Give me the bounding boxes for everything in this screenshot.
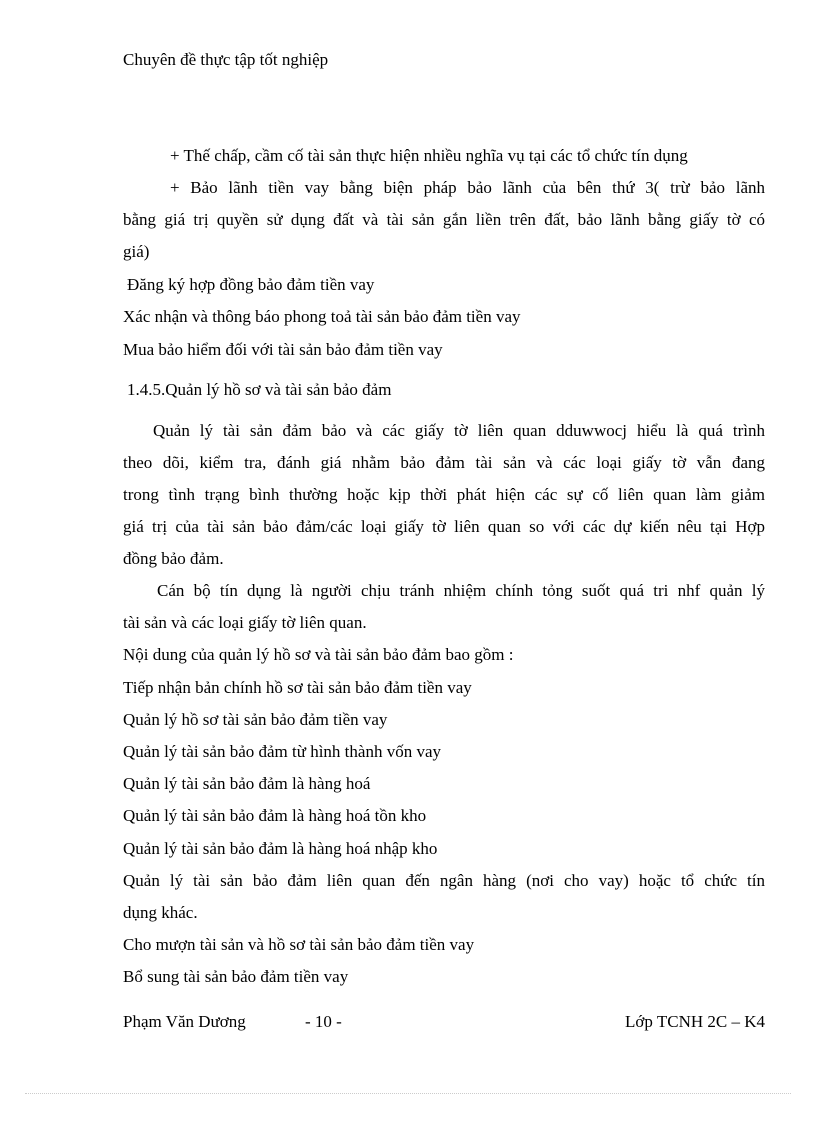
list-item: Quản lý tài sản bảo đảm là hàng hoá tồn kho [123, 806, 427, 825]
paragraph-line: theo dõi, kiểm tra, đánh giá nhằm bảo đảm tài sản và các loại giấy tờ vẫn đang [123, 453, 765, 472]
paragraph-line: trong tình trạng bình thường hoặc kịp thời phát hiện các sự cố liên quan làm giảm [123, 485, 765, 504]
paragraph-line: Quản lý tài sản đảm bảo và các giấy tờ liên quan dduwwocj hiểu là quá trình [153, 421, 765, 440]
list-item: Xác nhận và thông báo phong toả tài sản bảo đảm tiền vay [123, 307, 521, 326]
footer-page-number: - 10 - [305, 1012, 342, 1031]
paragraph-line: Nội dung của quản lý hồ sơ và tài sản bảo đảm bao gồm : [123, 645, 514, 664]
list-item: dụng khác. [123, 903, 198, 922]
paragraph-line: + Bảo lãnh tiền vay bằng biện pháp bảo lãnh của bên thứ 3( trừ bảo lãnh [170, 178, 765, 197]
page-header: Chuyên đề thực tập tốt nghiệp [123, 50, 329, 69]
list-item: Quản lý hồ sơ tài sản bảo đảm tiền vay [123, 710, 388, 729]
paragraph-line: bằng giá trị quyền sử dụng đất và tài sản gắn liền trên đất, bảo lãnh bằng giấy tờ có [123, 210, 765, 229]
paragraph-line: đồng bảo đảm. [123, 549, 224, 568]
paragraph-line: Cán bộ tín dụng là người chịu tránh nhiệm chính tỏng suốt quá tri nhf quản lý [157, 581, 765, 600]
footer-author: Phạm Văn Dương [123, 1012, 246, 1031]
list-item: Quản lý tài sản bảo đảm là hàng hoá nhập kho [123, 839, 438, 858]
list-item: Đăng ký hợp đồng bảo đảm tiền vay [127, 275, 375, 294]
paragraph-line: + Thế chấp, cầm cố tài sản thực hiện nhiều nghĩa vụ tại các tổ chức tín dụng [170, 146, 688, 165]
list-item: Quản lý tài sản bảo đảm từ hình thành vốn vay [123, 742, 441, 761]
list-item: Bổ sung tài sản bảo đảm tiền vay [123, 967, 349, 986]
section-heading: 1.4.5.Quản lý hồ sơ và tài sản bảo đảm [127, 380, 392, 399]
list-item: Quản lý tài sản bảo đảm liên quan đến ngân hàng (nơi cho vay) hoặc tổ chức tín [123, 871, 765, 890]
paragraph-line: giá trị của tài sản bảo đảm/các loại giấy tờ liên quan so với các dự kiến nêu tại Hợp [123, 517, 765, 536]
list-item: Mua bảo hiểm đối với tài sản bảo đảm tiền vay [123, 340, 443, 359]
footer-class: Lớp TCNH 2C – K4 [625, 1012, 765, 1031]
list-item: Tiếp nhận bản chính hồ sơ tài sản bảo đảm tiền vay [123, 678, 472, 697]
paragraph-line: giá) [123, 242, 150, 261]
page-border-divider [25, 1093, 791, 1094]
paragraph-line: tài sản và các loại giấy tờ liên quan. [123, 613, 367, 632]
list-item: Quản lý tài sản bảo đảm là hàng hoá [123, 774, 371, 793]
list-item: Cho mượn tài sản và hồ sơ tài sản bảo đảm tiền vay [123, 935, 475, 954]
